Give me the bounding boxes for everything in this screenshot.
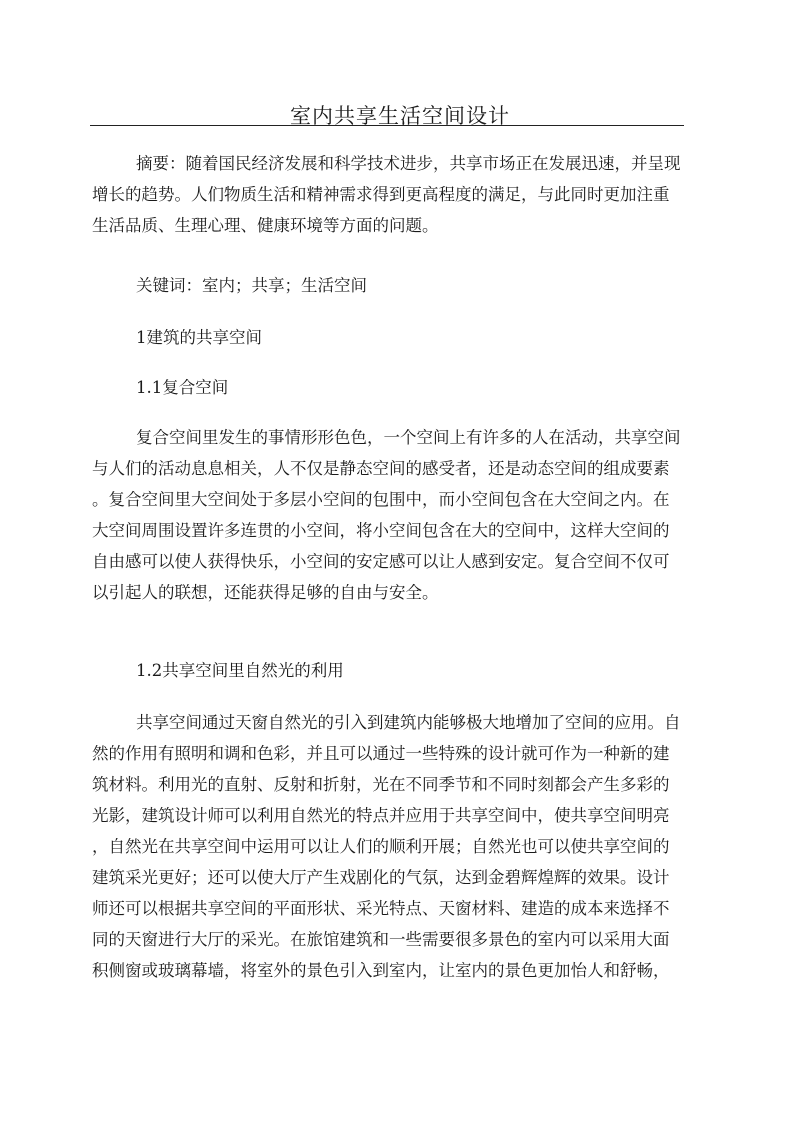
abstract-line: 增长的趋势。人们物质生活和精神需求得到更高程度的满足，与此同时更加注重 (92, 185, 670, 204)
paragraph-line: 建筑采光更好；还可以使大厅产生戏剧化的气氛，达到金碧辉煌辉的效果。设计 (92, 868, 670, 887)
paragraph-line: 共享空间通过天窗自然光的引入到建筑内能够极大地增加了空间的应用。自 (136, 713, 681, 732)
abstract-paragraph (92, 148, 688, 241)
paragraph-line: 自由感可以使人获得快乐，小空间的安定感可以让人感到安定。复合空间不仅可 (92, 552, 670, 571)
page-title: 室内共享生活空间设计 (290, 104, 510, 128)
paragraph-line: ，自然光在共享空间中运用可以让人们的顺利开展；自然光也可以使共享空间的 (92, 837, 670, 856)
body-paragraph-2 (92, 707, 688, 986)
section-heading-1 (92, 322, 688, 353)
heading-text: 1.2共享空间里自然光的利用 (136, 661, 344, 680)
paragraph-line: 光影，建筑设计师可以利用自然光的特点并应用于共享空间中，使共享空间明亮 (92, 806, 670, 825)
paragraph-line: 。复合空间里大空间处于多层小空间的包围中，而小空间包含在大空间之内。在 (92, 490, 670, 509)
paragraph-line: 同的天窗进行大厅的采光。在旅馆建筑和一些需要很多景色的室内可以采用大面 (92, 930, 670, 949)
section-heading-1-1 (92, 372, 688, 403)
paragraph-line: 积侧窗或玻璃幕墙，将室外的景色引入到室内，让室内的景色更加怡人和舒畅， (92, 961, 670, 980)
paragraph-line: 大空间周围设置许多连贯的小空间，将小空间包含在大的空间中，这样大空间的 (92, 521, 670, 540)
body-paragraph-1 (92, 422, 688, 608)
paragraph-line: 筑材料。利用光的直射、反射和折射，光在不同季节和不同时刻都会产生多彩的 (92, 775, 670, 794)
section-heading-1-2 (92, 655, 688, 686)
title-divider (90, 125, 684, 126)
heading-text: 1.1复合空间 (136, 378, 229, 397)
paragraph-line: 师还可以根据共享空间的平面形状、采光特点、天窗材料、建造的成本来选择不 (92, 899, 670, 918)
abstract-line: 生活品质、生理心理、健康环境等方面的问题。 (92, 216, 439, 235)
paragraph-line: 复合空间里发生的事情形形色色，一个空间上有许多的人在活动，共享空间 (136, 428, 681, 447)
paragraph-line: 然的作用有照明和调和色彩，并且可以通过一些特殊的设计就可作为一种新的建 (92, 744, 670, 763)
paragraph-line: 以引起人的联想，还能获得足够的自由与安全。 (92, 583, 439, 602)
keywords-line (92, 270, 688, 301)
abstract-line: 摘要：随着国民经济发展和科学技术进步，共享市场正在发展迅速，并呈现 (136, 154, 681, 173)
heading-text: 1建筑的共享空间 (136, 328, 262, 347)
paragraph-line: 与人们的活动息息相关，人不仅是静态空间的感受者，还是动态空间的组成要素 (92, 459, 670, 478)
keywords-text: 关键词：室内；共享；生活空间 (136, 276, 367, 295)
